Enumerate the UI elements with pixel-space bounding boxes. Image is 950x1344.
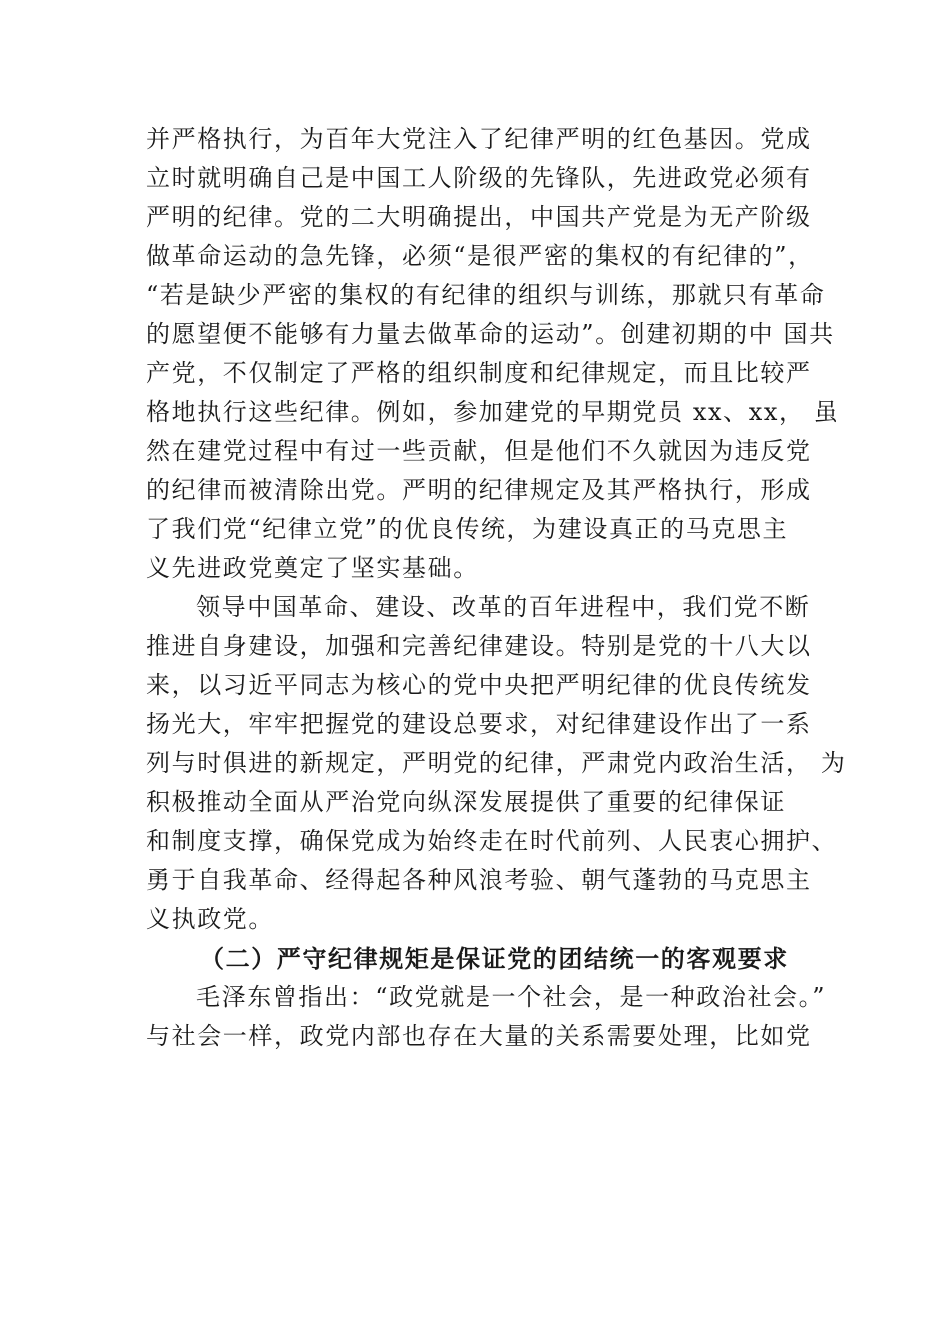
- text-line: 推进自身建设，加强和完善纪律建设。特别是党的十八大以: [146, 632, 812, 660]
- text-line: 与社会一样，政党内部也存在大量的关系需要处理，比如党: [146, 1022, 812, 1050]
- text-line: 做革命运动的急先锋，必须“是很严密的集权的有纪律的”，: [146, 242, 814, 270]
- text-line: 然在建党过程中有过一些贡献，但是他们不久就因为违反党: [146, 437, 812, 465]
- text-line: 和制度支撑，确保党成为始终走在时代前列、人民衷心拥护、: [146, 827, 838, 855]
- text-line: “若是缺少严密的集权的有纪律的组织与训练，那就只有革命: [146, 281, 826, 309]
- text-line: 格地执行这些纪律。例如，参加建党的早期党员 xx、xx， 虽: [146, 398, 840, 426]
- text-line: 来，以习近平同志为核心的党中央把严明纪律的优良传统发: [146, 671, 812, 699]
- paragraph-start-line: 领导中国革命、建设、改革的百年进程中，我们党不断: [196, 593, 811, 621]
- text-line: 严明的纪律。党的二大明确提出，中国共产党是为无产阶级: [146, 203, 812, 231]
- text-line: 扬光大，牢牢把握党的建设总要求，对纪律建设作出了一系: [146, 710, 812, 738]
- text-line: 的愿望便不能够有力量去做革命的运动”。创建初期的中 国共: [146, 320, 835, 348]
- text-line: 并严格执行，为百年大党注入了纪律严明的红色基因。党成: [146, 125, 812, 153]
- text-line: 积极推动全面从严治党向纵深发展提供了重要的纪律保证: [146, 788, 786, 816]
- text-line: 列与时俱进的新规定，严明党的纪律，严肃党内政治生活， 为: [146, 749, 847, 777]
- text-line: 了我们党“纪律立党”的优良传统，为建设真正的马克思主: [146, 515, 789, 543]
- text-line: 产党，不仅制定了严格的组织制度和纪律规定，而且比较严: [146, 359, 812, 387]
- text-line: 义先进政党奠定了坚实基础。: [146, 554, 479, 582]
- paragraph-start-line: 毛泽东曾指出：“政党就是一个社会，是一种政治社会。”: [196, 983, 827, 1011]
- text-line: 立时就明确自己是中国工人阶级的先锋队，先进政党必须有: [146, 164, 812, 192]
- section-heading: （二）严守纪律规矩是保证党的团结统一的客观要求: [200, 944, 789, 973]
- body-text: [146, 120, 847, 1056]
- text-line: 勇于自我革命、经得起各种风浪考验、朝气蓬勃的马克思主: [146, 866, 812, 894]
- text-line: 义执政党。: [146, 905, 274, 933]
- text-line: 的纪律而被清除出党。严明的纪律规定及其严格执行，形成: [146, 476, 812, 504]
